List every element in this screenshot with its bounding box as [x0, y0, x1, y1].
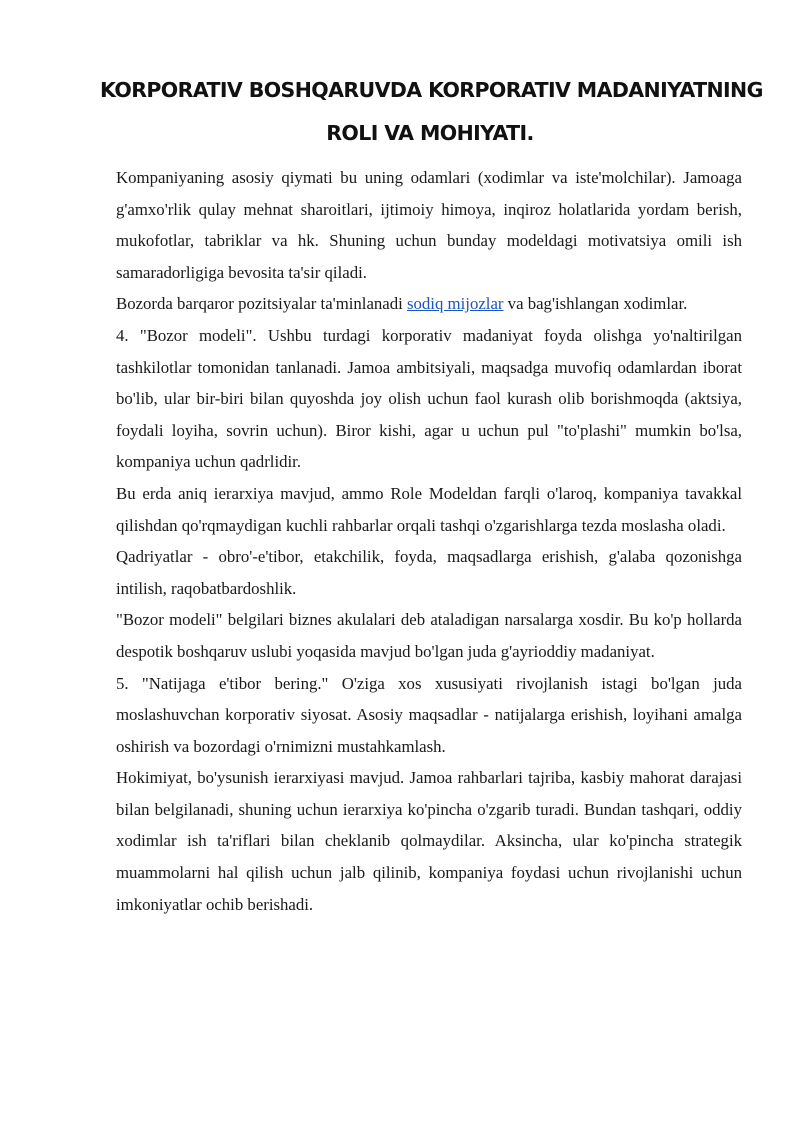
sodiq-mijozlar-link[interactable]: sodiq mijozlar — [407, 294, 504, 314]
paragraph-4: Bu erda aniq ierarxiya mavjud, ammo Role Modeldan farqli o'laroq, kompaniya tavakkal qilishdan qo'rqmaydigan kuchli rahbarlar orqali tashqi o'zgarishlarga tezda moslasha oladi. — [116, 483, 742, 535]
paragraph-3: 4. "Bozor modeli". Ushbu turdagi korporativ madaniyat foyda olishga yo'naltirilgan tashkilotlar tomonidan tanlanadi. Jamoa ambitsiyali, maqsadga muvofiq odamlardan iborat bo'lib, ular bir-biri bilan quyoshda joy olish uchun faol kurash olib borishmoqda (aktsiya, foydali loyiha, sovrin uchun). Biror kishi, agar u uchun pul "to'plashi" mumkin bo'lsa, kompaniya uchun qadrlidir. — [116, 325, 742, 472]
document-title-line-2: ROLI VA MOHIYATI. — [326, 121, 534, 145]
paragraph-2 — [116, 288, 742, 320]
document-body — [116, 162, 742, 920]
paragraph-7: 5. "Natijaga e'tibor bering." O'ziga xos xususiyati rivojlanish istagi bo'lgan juda moslashuvchan korporativ siyosat. Asosiy maqsadlar - natijalarga erishish, loyihani amalga oshirish va bozordagi o'rnimizni mustahkamlash. — [116, 673, 742, 756]
document-title-line-1: KORPORATIV BOSHQARUVDA KORPORATIV MADANIYATNING — [100, 78, 763, 102]
paragraph-1: Kompaniyaning asosiy qiymati bu uning odamlari (xodimlar va iste'molchilar). Jamoaga g'amxo'rlik qulay mehnat sharoitlari, ijtimoiy himoya, inqiroz holatlarida yordam berish, mukofotlar, tabriklar va hk. Shuning uchun bunday modeldagi motivatsiya omili ish samaradorligiga bevosita ta'sir qiladi. — [116, 168, 742, 282]
paragraph-6: "Bozor modeli" belgilari biznes akulalari deb ataladigan narsalarga xosdir. Bu ko'p hollarda despotik boshqaruv uslubi yoqasida mavjud bo'lgan juda g'ayrioddiy madaniyat. — [116, 610, 742, 661]
paragraph-2-before-link: Bozorda barqaror pozitsiyalar ta'minlanadi — [116, 294, 407, 314]
paragraph-2-after-link: va bag'ishlangan xodimlar. — [503, 294, 688, 314]
paragraph-8: Hokimiyat, bo'ysunish ierarxiyasi mavjud. Jamoa rahbarlari tajriba, kasbiy mahorat darajasi bilan belgilanadi, shuning uchun ierarxiya ko'pincha o'zgarib turadi. Bundan tashqari, oddiy xodimlar ish ta'riflari bilan cheklanib qolmaydilar. Aksincha, ular ko'pincha strategik muammolarni hal qilish uchun jalb qilinib, kompaniya foydasi uchun rivojlanishi uchun imkoniyatlar ochib berishadi. — [116, 768, 742, 914]
paragraph-5: Qadriyatlar - obro'-e'tibor, etakchilik, foyda, maqsadlarga erishish, g'alaba qozonishga intilish, raqobatbardoshlik. — [116, 547, 742, 598]
